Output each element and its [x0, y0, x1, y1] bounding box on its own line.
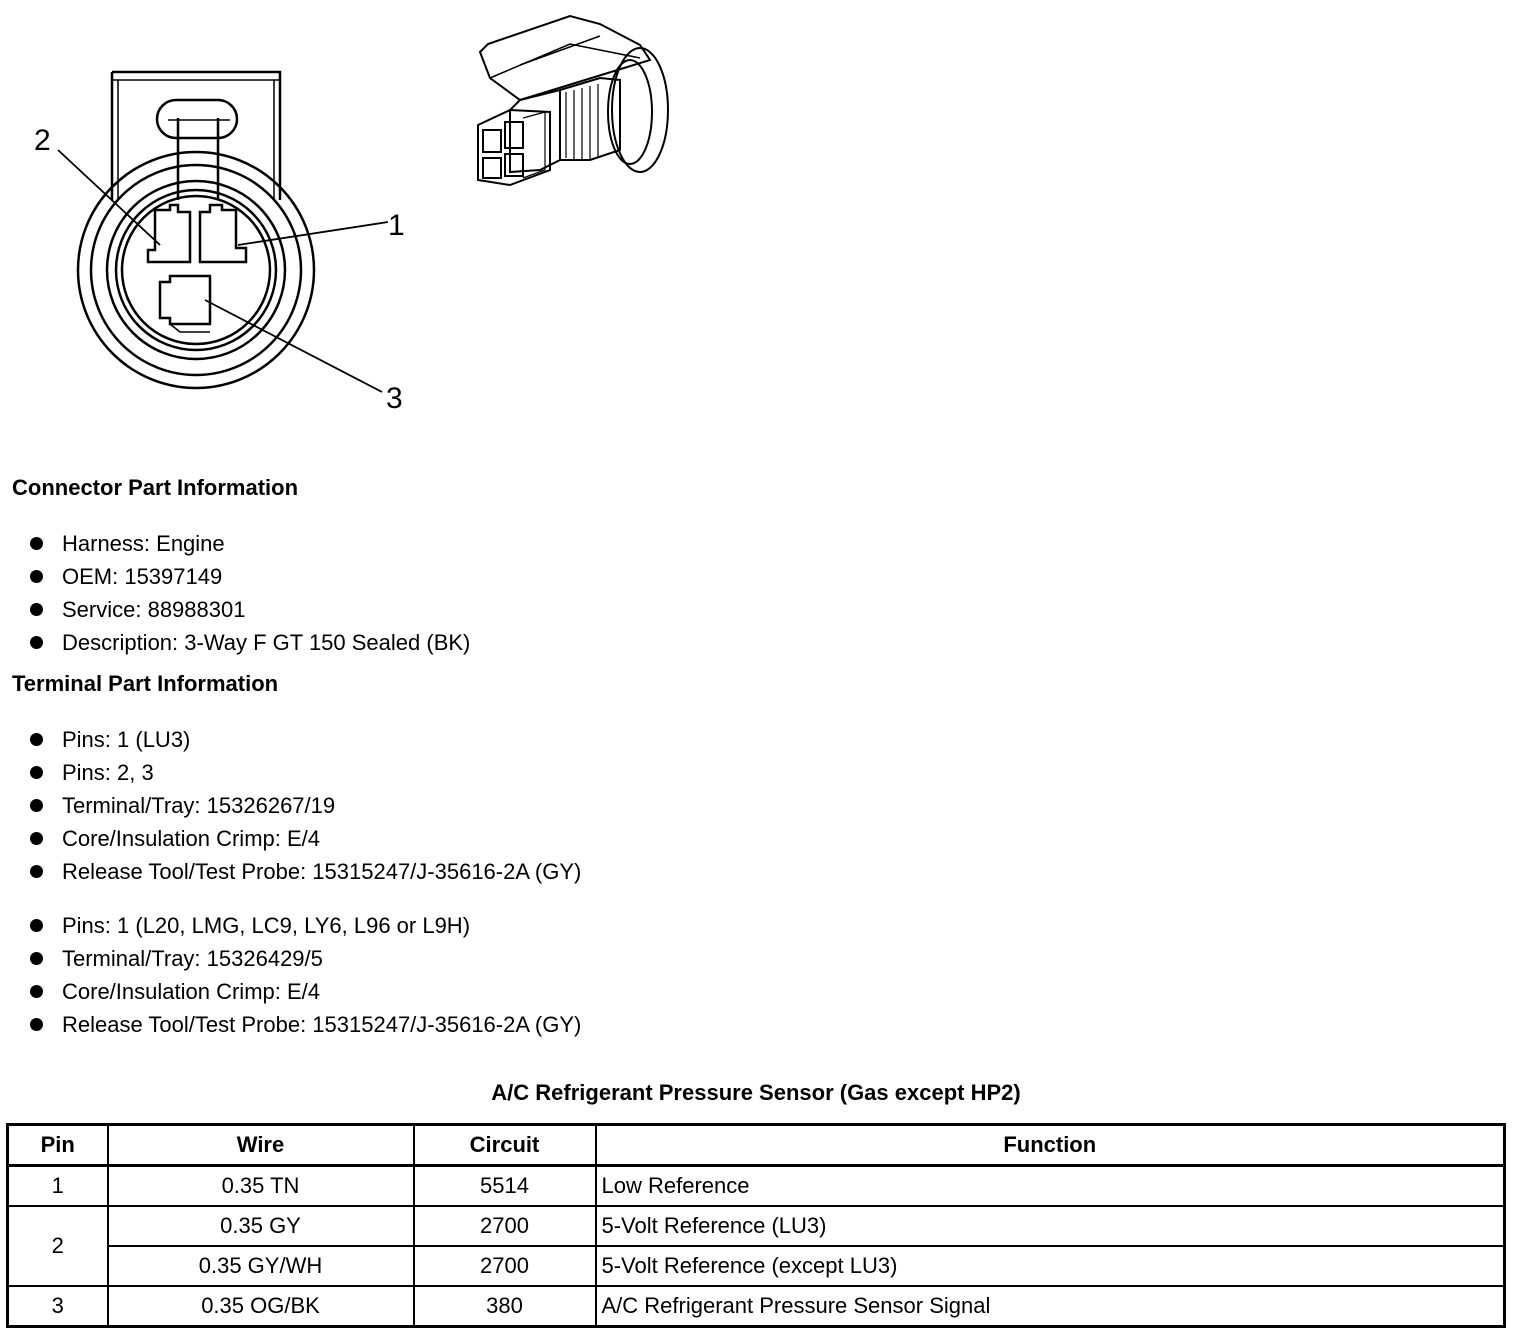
header-pin: Pin: [8, 1125, 108, 1166]
bullet-icon: [30, 952, 43, 965]
cell-circuit: 2700: [414, 1206, 596, 1246]
list-item: Pins: 1 (LU3): [28, 723, 581, 756]
cell-wire: 0.35 GY/WH: [108, 1246, 414, 1286]
cell-pin: 2: [8, 1206, 108, 1286]
table-header-row: [8, 1125, 1505, 1166]
bullet-icon: [30, 603, 43, 616]
bullet-icon: [30, 985, 43, 998]
cell-pin: 3: [8, 1286, 108, 1327]
cell-function: 5-Volt Reference (LU3): [596, 1206, 1505, 1246]
connector-face-view-icon: [58, 72, 388, 392]
cell-circuit: 5514: [414, 1166, 596, 1207]
list-item: Service: 88988301: [28, 593, 470, 626]
table-title: A/C Refrigerant Pressure Sensor (Gas except HP2): [491, 1080, 1021, 1105]
bullet-icon: [30, 636, 43, 649]
bullet-icon: [30, 733, 43, 746]
table-row: [8, 1206, 1505, 1246]
list-item: Pins: 2, 3: [28, 756, 581, 789]
terminal-part-info-heading: Terminal Part Information: [12, 671, 279, 696]
bullet-icon: [30, 766, 43, 779]
header-wire: Wire: [108, 1125, 414, 1166]
cell-wire: 0.35 OG/BK: [108, 1286, 414, 1327]
cell-function: Low Reference: [596, 1166, 1505, 1207]
connector-isometric-view-icon: [478, 16, 668, 185]
list-item: Terminal/Tray: 15326267/19: [28, 789, 581, 822]
connector-part-info-heading: Connector Part Information: [12, 475, 299, 500]
cell-wire: 0.35 TN: [108, 1166, 414, 1207]
table-row: [8, 1166, 1505, 1207]
table-row: [8, 1246, 1505, 1286]
callout-2: 2: [34, 124, 51, 157]
connector-part-info-list: [28, 527, 470, 659]
bullet-icon: [30, 1018, 43, 1031]
callout-1: 1: [388, 209, 405, 242]
cell-circuit: 380: [414, 1286, 596, 1327]
list-item: Release Tool/Test Probe: 15315247/J-35616-2A (GY): [28, 855, 581, 888]
pinout-table: [6, 1123, 1506, 1328]
bullet-icon: [30, 570, 43, 583]
cell-wire: 0.35 GY: [108, 1206, 414, 1246]
cell-circuit: 2700: [414, 1246, 596, 1286]
list-item: OEM: 15397149: [28, 560, 470, 593]
bullet-icon: [30, 799, 43, 812]
list-item: Core/Insulation Crimp: E/4: [28, 822, 581, 855]
terminal-part-info-list-2: [28, 909, 581, 1041]
cell-function: A/C Refrigerant Pressure Sensor Signal: [596, 1286, 1505, 1327]
list-item: Description: 3-Way F GT 150 Sealed (BK): [28, 626, 470, 659]
cell-function: 5-Volt Reference (except LU3): [596, 1246, 1505, 1286]
header-circuit: Circuit: [414, 1125, 596, 1166]
header-function: Function: [596, 1125, 1505, 1166]
list-item: Pins: 1 (L20, LMG, LC9, LY6, L96 or L9H): [28, 909, 581, 942]
table-row: [8, 1286, 1505, 1327]
list-item: Harness: Engine: [28, 527, 470, 560]
cell-pin: 1: [8, 1166, 108, 1207]
list-item: Terminal/Tray: 15326429/5: [28, 942, 581, 975]
bullet-icon: [30, 919, 43, 932]
connector-diagram: [0, 0, 720, 450]
bullet-icon: [30, 832, 43, 845]
bullet-icon: [30, 537, 43, 550]
list-item: Release Tool/Test Probe: 15315247/J-35616-2A (GY): [28, 1008, 581, 1041]
callout-3: 3: [386, 382, 403, 415]
list-item: Core/Insulation Crimp: E/4: [28, 975, 581, 1008]
terminal-part-info-list-1: [28, 723, 581, 888]
bullet-icon: [30, 865, 43, 878]
